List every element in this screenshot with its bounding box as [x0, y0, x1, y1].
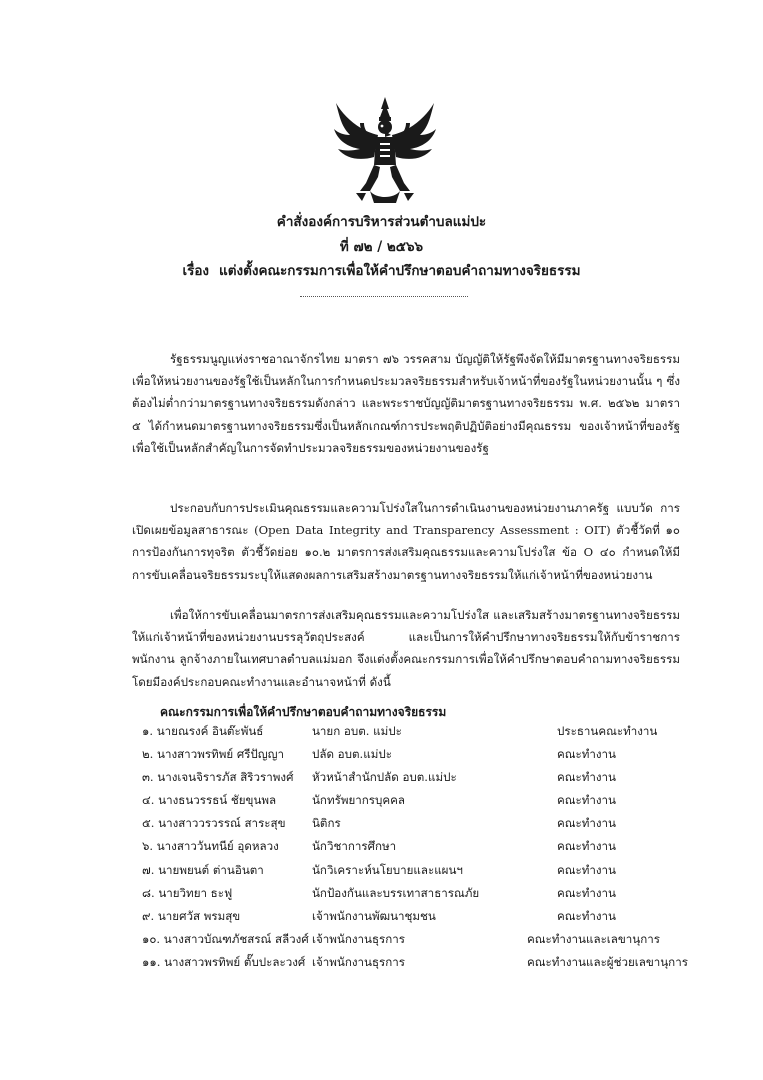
committee-member-list [142, 723, 722, 977]
member-role: คณะทำงาน [557, 862, 616, 877]
member-row [142, 746, 722, 769]
order-number: ที่ ๗๒ / ๒๕๖๖ [339, 239, 424, 255]
member-name: ๑๐. นางสาวบัณฑภัชสรณ์ สลีวงศ์ [142, 931, 309, 946]
member-role: ประธานคณะทำงาน [557, 724, 658, 738]
order-title: คำสั่งองค์การบริหารส่วนตำบลแม่ปะ [276, 214, 487, 230]
member-row [142, 908, 722, 931]
member-role: คณะทำงาน [557, 816, 616, 831]
member-name: ๗. นายพยนต์ ต่านอินตา [142, 862, 264, 877]
subject-label: เรื่อง [182, 263, 210, 279]
order-subject [0, 262, 763, 280]
member-row [142, 815, 722, 838]
member-row [142, 792, 722, 815]
member-role: คณะทำงาน [557, 908, 616, 923]
member-role: คณะทำงาน [557, 770, 616, 785]
member-position: นายก อบต. แม่ปะ [312, 724, 402, 738]
member-row [142, 838, 722, 861]
member-row [142, 954, 722, 977]
member-name: ๖. นางสาววันทนีย์ อุดหลวง [142, 839, 279, 854]
member-position: นักวิเคราะห์นโยบายและแผนฯ [312, 862, 463, 877]
member-position: นักทรัพยากรบุคคล [312, 793, 405, 808]
member-name: ๕. นางสาววรวรรณ์ สาระสุข [142, 816, 286, 831]
title-divider [300, 296, 468, 297]
member-position: เจ้าพนักงานธุรการ [312, 931, 406, 946]
member-name: ๑. นายณรงค์ อินต๊ะพันธ์ [142, 724, 264, 738]
paragraph-3-text: เพื่อให้การขับเคลื่อนมาตรการส่งเสริมคุณธรรมและความโปร่งใส และเสริมสร้างมาตรฐานทางจริยธรรมให้แก่เจ้าหน้าที่ของหน่วยงานบรรลุวัตถุประสงค์ และเป็นการให้คำปรึกษาทางจริยธรรมให้กับข้าราชการ พนักงาน ลูกจ้างภายในเทศบาลตำบลแม่มอก จึงแต่งตั้งคณะกรรมการเพื่อให้คำปรึกษาตอบคำถามทางจริยธรรม โดยมีองค์ประกอบคณะทำงานและอำนาจหน้าที่ ดังนี้ [132, 608, 680, 689]
member-row [142, 862, 722, 885]
member-role: คณะทำงาน [557, 747, 616, 762]
member-name: ๓. นางเจนจิรารภัส สิริวราพงศ์ [142, 770, 294, 785]
member-role: คณะทำงานและเลขานุการ [527, 931, 660, 946]
member-position: ปลัด อบต.แม่ปะ [312, 747, 392, 762]
member-row [142, 723, 722, 746]
member-name: ๑๑. นางสาวพรทิพย์ ตั๊บปะละวงศ์ [142, 954, 306, 969]
paragraph-1 [132, 348, 680, 459]
member-position: นิติกร [312, 816, 341, 831]
member-role: คณะทำงาน [557, 839, 616, 854]
member-position: นักวิชาการศึกษา [312, 839, 397, 854]
member-row [142, 931, 722, 954]
member-role: คณะทำงาน [557, 885, 616, 900]
member-role: คณะทำงาน [557, 793, 616, 808]
paragraph-1-text: รัฐธรรมนูญแห่งราชอาณาจักรไทย มาตรา ๗๖ วรรคสาม บัญญัติให้รัฐพึงจัดให้มีมาตรฐานทางจริยธรรม เพื่อให้หน่วยงานของรัฐใช้เป็นหลักในการกำหนดประมวลจริยธรรมสำหรับเจ้าหน้าที่ของรัฐในหน่วยงานนั้น ๆ ซึ่งต้องไม่ต่ำกว่ามาตรฐานทางจริยธรรมดังกล่าว และพระราชบัญญัติมาตรฐานทางจริยธรรม พ.ศ. ๒๕๖๒ มาตรา ๕ ได้กำหนดมาตรฐานทางจริยธรรมซึ่งเป็นหลักเกณฑ์การประพฤติปฏิบัติอย่างมีคุณธรรม ของเจ้าหน้าที่ของรัฐเพื่อใช้เป็นหลักสำคัญในการจัดทำประมวลจริยธรรมของหน่วยงานของรัฐ [132, 352, 680, 455]
paragraph-2 [132, 497, 680, 586]
member-position: หัวหน้าสำนักปลัด อบต.แม่ปะ [312, 770, 457, 785]
paragraph-2-text: ประกอบกับการประเมินคุณธรรมและความโปร่งใสในการดำเนินงานของหน่วยงานภาครัฐ แบบวัด การเปิดเผยข้อมูลสาธารณะ (Open Data Integrity and Transparency Assessment : OIT) ตัวชี้วัดที่ ๑๐ การป้องกันการทุจริต ตัวชี้วัดย่อย ๑๐.๒ มาตรการส่งเสริมคุณธรรมและความโปร่งใส ข้อ O ๔๐ กำหนดให้มี การขับเคลื่อนจริยธรรมระบุให้แสดงผลการเสริมสร้างมาตรฐานทางจริยธรรมให้แก่เจ้าหน้าที่ของหน่วยงาน [132, 501, 680, 582]
member-name: ๙. นายศวัส พรมสุข [142, 908, 241, 923]
member-name: ๒. นางสาวพรทิพย์ ศรีปัญญา [142, 747, 285, 762]
member-row [142, 885, 722, 908]
member-row [142, 769, 722, 792]
member-position: เจ้าพนักงานพัฒนาชุมชน [312, 908, 436, 923]
member-position: เจ้าพนักงานธุรการ [312, 954, 406, 969]
member-position: นักป้องกันและบรรเทาสาธารณภัย [312, 885, 480, 900]
garuda-emblem-icon [330, 95, 440, 207]
committee-heading: คณะกรรมการเพื่อให้คำปรึกษาตอบคำถามทางจริยธรรม [160, 705, 447, 719]
paragraph-3 [132, 604, 680, 693]
member-name: ๘. นายวิทยา ธะฟู [142, 885, 233, 900]
member-name: ๔. นางธนวรรธน์ ชัยขุนพล [142, 793, 277, 808]
member-role: คณะทำงานและผู้ช่วยเลขานุการ [527, 954, 688, 969]
subject-text: แต่งตั้งคณะกรรมการเพื่อให้คำปรึกษาตอบคำถามทางจริยธรรม [219, 263, 581, 279]
